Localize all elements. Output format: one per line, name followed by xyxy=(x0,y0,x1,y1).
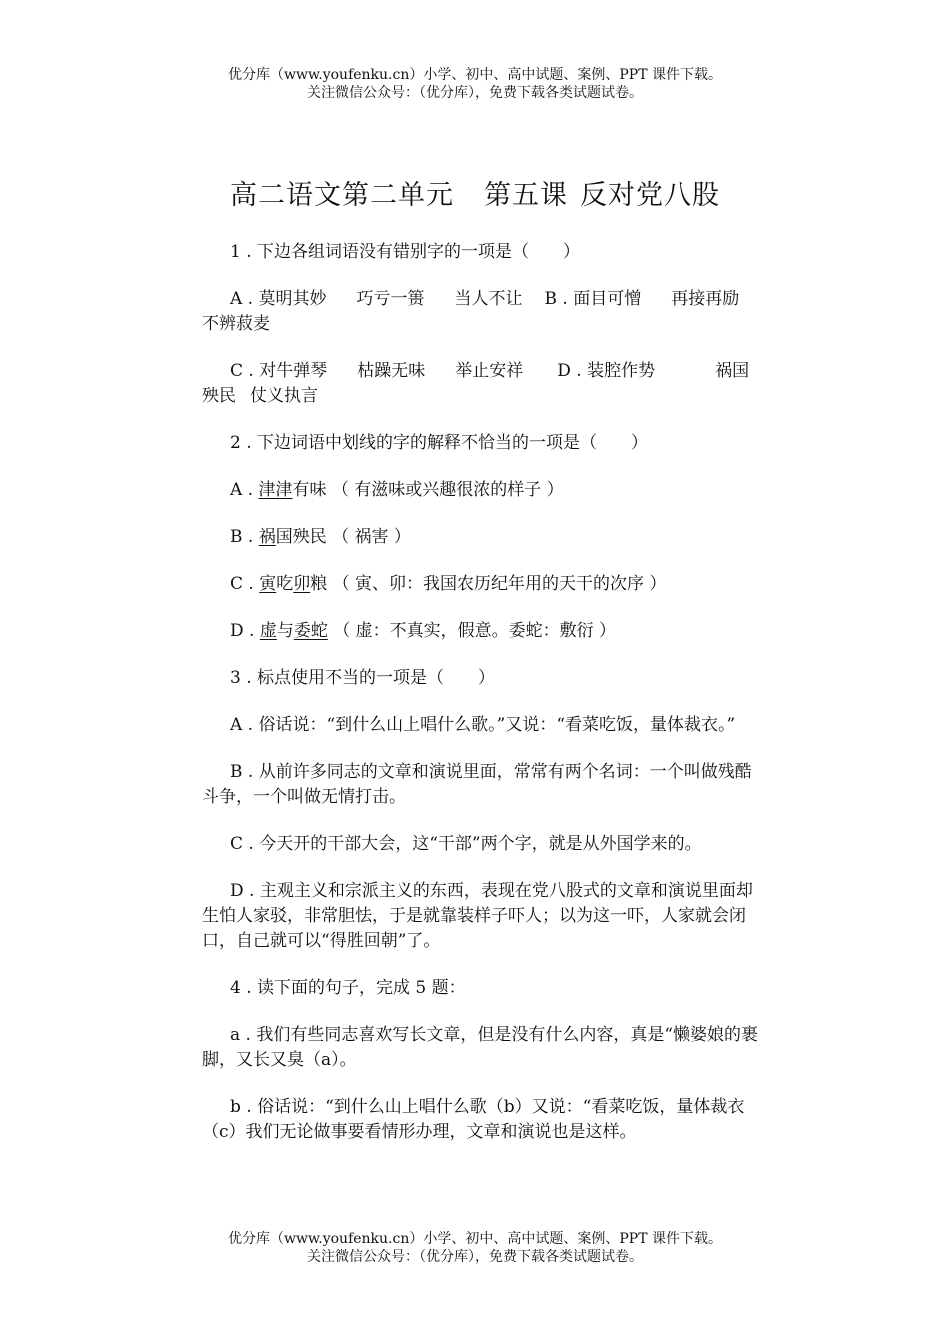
q1-c-label: C . xyxy=(230,361,254,381)
underlined-term: 虚 xyxy=(259,621,277,641)
q1-b-label: B . xyxy=(544,289,568,309)
q1-d-word: 装腔作势 xyxy=(587,361,656,381)
q2-option-d xyxy=(202,619,762,644)
header-line-1: 优分库（www.youfenku.cn）小学、初中、高中试题、案例、PPT 课件下载。 xyxy=(227,67,722,83)
underlined-term: 祸 xyxy=(258,527,276,547)
term-rest: 吃 xyxy=(276,574,294,594)
q1-a-word: 当人不让 xyxy=(454,289,523,309)
q1-d-label: D . xyxy=(557,361,582,381)
q4-sentence-b: b . 俗话说：“到什么山上唱什么歌（b）又说：“看菜吃饭，量体裁衣（c）我们无论做事要看情形办理，文章和演说也是这样。 xyxy=(202,1097,745,1142)
q1-c-word: 对牛弹琴 xyxy=(259,361,328,381)
footer-line-2: 关注微信公众号：（优分库），免费下载各类试题试卷。 xyxy=(307,1249,643,1265)
q1-options-cd xyxy=(202,359,762,409)
page-footer xyxy=(0,1230,950,1266)
page-title xyxy=(0,176,950,216)
q2-b-label: B . xyxy=(230,527,254,547)
q2-stem: 2 . 下边词语中划线的字的解释不恰当的一项是（ ） xyxy=(230,433,649,453)
footer-line-1: 优分库（www.youfenku.cn）小学、初中、高中试题、案例、PPT 课件下载。 xyxy=(227,1231,722,1247)
q2-option-b xyxy=(202,525,762,550)
term-explanation: （ 虚：不真实，假意。委蛇：敷衍 ） xyxy=(333,621,617,641)
q1-a-label: A . xyxy=(230,289,254,309)
underlined-term: 津津 xyxy=(258,480,293,500)
term-explanation: （ 祸害 ） xyxy=(332,527,411,547)
term-rest: 与 xyxy=(276,621,294,641)
q1-c-word: 举止安祥 xyxy=(455,361,524,381)
q3-option-d: D . 主观主义和宗派主义的东西，表现在党八股式的文章和演说里面却生怕人家驳，非常胆怯，于是就靠装样子吓人；以为这一吓，人家就会闭口，自己就可以“得胜回朝”了。 xyxy=(202,881,753,951)
q3-option-a: A . 俗话说：“到什么山上唱什么歌。”又说：“看菜吃饭，量体裁衣。” xyxy=(230,715,736,735)
underlined-term: 卯 xyxy=(293,574,311,594)
q1-b-word: 面目可憎 xyxy=(573,289,642,309)
q3-option-b: B . 从前许多同志的文章和演说里面，常常有两个名词：一个叫做残酷斗争，一个叫做无情打击。 xyxy=(202,762,752,807)
q1-c-word: 枯躁无味 xyxy=(357,361,426,381)
header-line-2: 关注微信公众号：（优分库），免费下载各类试题试卷。 xyxy=(307,85,643,101)
q2-c-label: C . xyxy=(230,574,254,594)
q1-a-word: 莫明其妙 xyxy=(258,289,327,309)
term-rest: 粮 xyxy=(310,574,328,594)
q1-b-word: 再接再励 xyxy=(671,289,740,309)
page-header xyxy=(0,66,950,102)
q3-stem: 3 . 标点使用不当的一项是（ ） xyxy=(230,668,496,688)
title-part-2: 第五课 xyxy=(484,180,568,211)
q2-d-label: D . xyxy=(230,621,255,641)
q1-options-ab xyxy=(202,287,762,337)
term-explanation: （ 有滋味或兴趣很浓的样子 ） xyxy=(331,480,564,500)
underlined-term: 委蛇 xyxy=(293,621,328,641)
term-rest: 有味 xyxy=(292,480,327,500)
document-body xyxy=(202,240,762,1167)
q4-sentence-a: a . 我们有些同志喜欢写长文章，但是没有什么内容，真是“懒婆娘的裹脚，又长又臭（a）。 xyxy=(202,1025,759,1070)
q1-b-word: 不辨菽麦 xyxy=(202,314,270,334)
title-part-3: 反对党八股 xyxy=(580,180,720,211)
q1-d-word: 仗义执言 xyxy=(250,386,318,406)
term-explanation: （ 寅、卯：我国农历纪年用的天干的次序 ） xyxy=(332,574,667,594)
q2-option-a xyxy=(202,478,762,503)
title-part-1: 高二语文第二单元 xyxy=(230,180,454,211)
q1-stem: 1 . 下边各组词语没有错别字的一项是（ ） xyxy=(230,242,581,262)
underlined-term: 寅 xyxy=(259,574,277,594)
term-rest: 国殃民 xyxy=(275,527,327,547)
q1-d-word: 祸国殃民 xyxy=(202,361,750,406)
q1-a-word: 巧亏一篑 xyxy=(356,289,425,309)
q2-a-label: A . xyxy=(230,480,254,500)
q4-stem: 4 . 读下面的句子，完成 5 题： xyxy=(230,978,466,998)
q3-option-c: C . 今天开的干部大会，这“干部”两个字，就是从外国学来的。 xyxy=(230,834,702,854)
q2-option-c xyxy=(202,572,762,597)
